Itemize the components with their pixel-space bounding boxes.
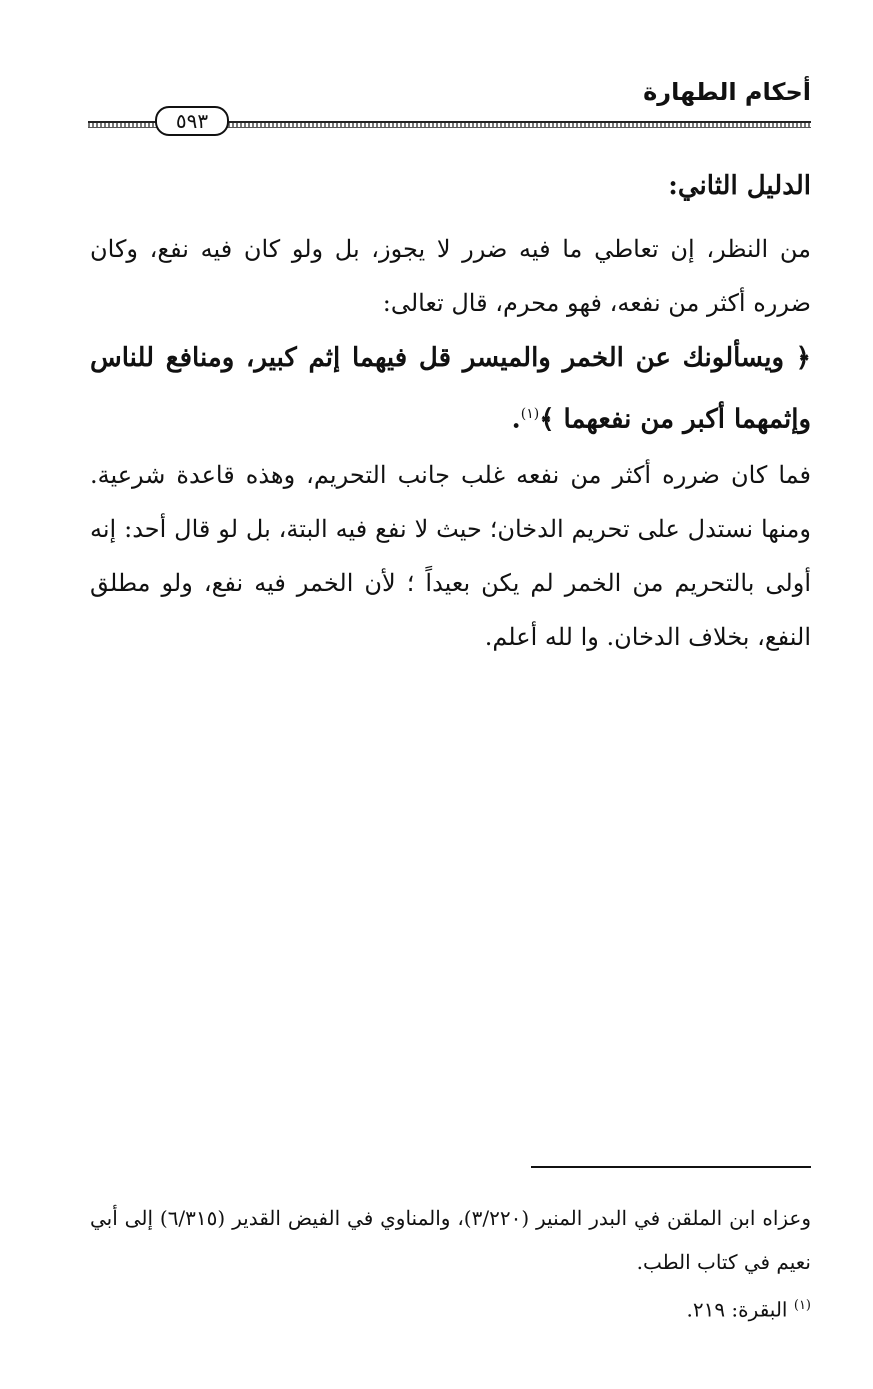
section-heading: الدليل الثاني:: [668, 171, 811, 201]
footnote-reference[interactable]: (١): [520, 406, 540, 422]
footnote-separator: [531, 1166, 811, 1168]
footnote-continued: وعزاه ابن الملقن في البدر المنير (٣/٢٢٠)، والمناوي في الفيض القدير (٦/٣١٥) إلى أبي نعيم في كتاب الطب.: [90, 1206, 812, 1274]
verse-text: ﴿ ويسألونك عن الخمر والميسر قل فيهما إثم كبير، ومنافع للناس وإثمهما أكبر من نفعهما ﴾: [90, 343, 811, 435]
footnotes: [90, 1196, 811, 1332]
footnote-1-mark: (١): [793, 1298, 811, 1313]
footnote-1: [90, 1284, 811, 1332]
verse-end: .: [511, 404, 521, 435]
page-number: ٥٩٣: [155, 106, 229, 136]
paragraph-2: فما كان ضرره أكثر من نفعه غلب جانب التحريم، وهذه قاعدة شرعية. ومنها نستدل على تحريم الدخان؛ حيث لا نفع فيه البتة، بل لو قال أحد: إنه أولى بالتحريم من الخمر لم يكن بعيداً ؛ لأن الخمر فيه نفع، ولو مطلق النفع، بخلاف الدخان. وا لله أعلم.: [90, 460, 811, 651]
footnote-1-text: البقرة: ٢١٩.: [686, 1297, 788, 1322]
main-text: [90, 162, 811, 664]
quran-verse: [90, 330, 811, 448]
running-title: أحكام الطهارة: [643, 78, 811, 106]
paragraph-1: من النظر، إن تعاطي ما فيه ضرر لا يجوز، بل ولو كان فيه نفع، وكان ضرره أكثر من نفعه، فهو محرم، قال تعالى:: [90, 235, 811, 317]
